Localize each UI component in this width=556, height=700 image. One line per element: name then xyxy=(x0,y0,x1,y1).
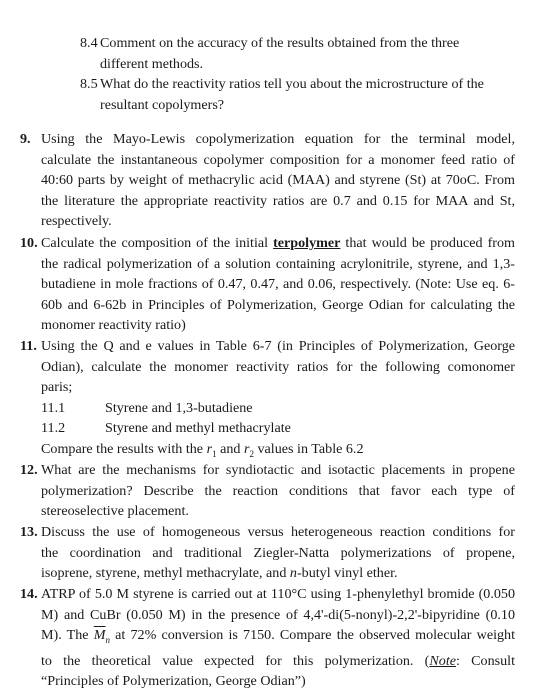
sub-question-text: resultant copolymers? xyxy=(100,96,225,113)
question-text: the coordination and traditional Ziegler-Natta polymerizations of propene, xyxy=(41,544,515,561)
sub-question-text: different methods. xyxy=(100,55,204,72)
sub-item-11-2 xyxy=(20,418,515,439)
question-text: isoprene, styrene, methyl methacrylate, and n-butyl vinyl ether. xyxy=(41,565,398,582)
question-number: 14. xyxy=(20,586,38,602)
question-text: monomer reactivity ratio) xyxy=(41,317,186,334)
question-text: Calculate the composition of the initial terpolymer that would be produced from xyxy=(41,235,515,251)
question-text: Using the Mayo-Lewis copolymerization equation for the terminal model, xyxy=(41,131,515,147)
question-14 xyxy=(20,584,515,692)
sub-question-number: 8.4 xyxy=(80,35,98,51)
sub-question-text: Comment on the accuracy of the results obtained from the three xyxy=(100,35,460,51)
sub-item-11-1 xyxy=(20,398,515,419)
question-text: What are the mechanisms for syndiotactic and isotactic placements in propene xyxy=(41,462,515,478)
question-text: respectively. xyxy=(41,213,112,230)
sub-item-number: 11.2 xyxy=(41,420,66,437)
sub-question-number: 8.5 xyxy=(80,76,98,92)
question-number: 10. xyxy=(20,235,38,251)
sub-item-number: 11.1 xyxy=(41,399,66,416)
sub-item-text: Styrene and methyl methacrylate xyxy=(105,420,291,437)
question-9 xyxy=(20,129,515,232)
question-text: M). The $\overline{M}_n$ at 72% conversion is 7150. Compare the observed molecular weight xyxy=(41,627,516,645)
emphasized-term: terpolymer xyxy=(273,235,341,251)
question-13 xyxy=(20,522,515,584)
question-12 xyxy=(20,460,515,522)
question-text: Discuss the use of homogeneous versus heterogeneous reaction conditions for xyxy=(41,524,515,540)
question-text: stereoselective placement. xyxy=(41,503,189,520)
sub-question-8-4 xyxy=(80,33,520,74)
question-text: calculate the instantaneous copolymer composition for a monomer feed ratio of xyxy=(41,151,515,168)
question-text: “Principles of Polymerization, George Odian”) xyxy=(41,673,306,690)
question-number: 12. xyxy=(20,462,38,478)
question-text: paris; xyxy=(41,379,73,396)
question-text: polymerization? Describe the reaction conditions that favor each type of xyxy=(41,482,515,499)
question-text: Odian), calculate the monomer reactivity ratios for the following comonomer xyxy=(41,358,515,375)
sub-question-8-5 xyxy=(80,74,520,115)
question-text: Using the Q and e values in Table 6-7 (in Principles of Polymerization, George xyxy=(41,338,515,354)
question-number: 13. xyxy=(20,524,38,540)
question-text: Compare the results with the $r_1$ and $r_2$ values in Table 6.2 xyxy=(41,440,364,459)
question-text: to the theoretical value expected for this polymerization. (Note: Consult xyxy=(41,652,515,669)
question-text: the radical polymerization of a solution containing acrylonitrile, styrene, and 1,3- xyxy=(41,255,515,272)
question-text: the literature the appropriate reactivity ratios are 0.7 and 0.15 for MAA and St, xyxy=(41,192,515,209)
question-number: 9. xyxy=(20,131,31,147)
sub-item-text: Styrene and 1,3-butadiene xyxy=(105,399,253,416)
question-11 xyxy=(20,336,515,464)
question-text: butadiene in mole fractions of 0.47, 0.47, and 0.06, respectively. (Note: Use eq. 6- xyxy=(41,276,515,293)
question-text: 40:60 parts by weight of methacrylic acid (MAA) and styrene (St) at 70oC. From xyxy=(41,172,515,189)
note-label: Note xyxy=(429,652,456,669)
question-text: M) and CuBr (0.050 M) in the presence of 4,4'-di(5-nonyl)-2,2'-bipyridine (0.10 xyxy=(41,606,515,623)
question-number: 11. xyxy=(20,338,37,354)
question-10 xyxy=(20,233,515,336)
question-text: ATRP of 5.0 M styrene is carried out at 110°C using 1-phenylethyl bromide (0.050 xyxy=(41,586,515,602)
sub-question-text: What do the reactivity ratios tell you about the microstructure of the xyxy=(100,76,484,92)
question-text: 60b and 6-62b in Principles of Polymerization, George Odian for calculating the xyxy=(41,296,515,313)
